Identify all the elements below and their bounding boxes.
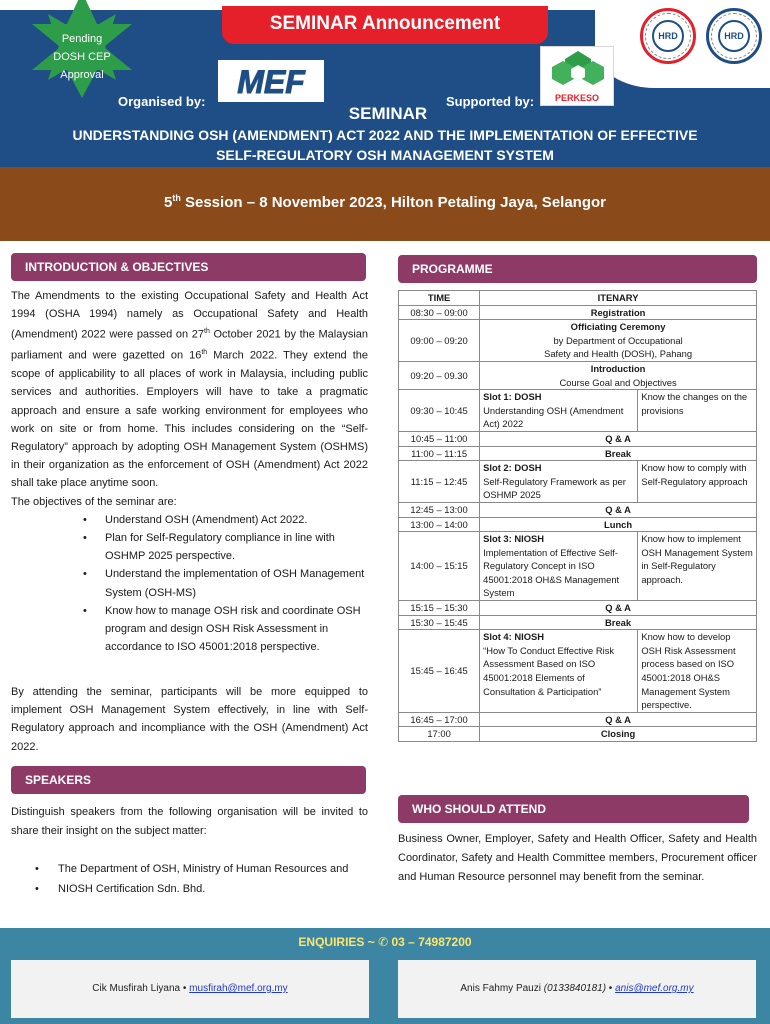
table-row [399, 517, 757, 532]
session-number: 5 [163, 194, 173, 211]
outcome-cell: Know how to implement OSH Management System in Self-Regulatory approach. [638, 532, 757, 601]
footer [0, 928, 770, 1024]
objectives-list [11, 511, 368, 657]
header-banner [0, 0, 770, 167]
table-row [399, 446, 757, 461]
outcome-cell: Know how to develop OSH Risk Assessment process based on ISO 45001:2018 OH&S Management System perspective. [638, 630, 757, 713]
slot-cell [480, 630, 638, 713]
time-cell: 12:45 – 13:00 [399, 502, 480, 517]
table-row [399, 601, 757, 616]
programme-table [398, 290, 757, 742]
session-info [0, 193, 770, 211]
time-cell: 15:30 – 15:45 [399, 615, 480, 630]
slot-cell [480, 532, 638, 601]
time-cell: 08:30 – 09:00 [399, 305, 480, 320]
time-cell: 10:45 – 11:00 [399, 431, 480, 446]
speakers-section-header: SPEAKERS [11, 766, 366, 794]
pending-line-3: Approval [60, 69, 104, 81]
table-row [399, 502, 757, 517]
time-cell: 13:00 – 14:00 [399, 517, 480, 532]
table-row [399, 361, 757, 389]
slot-title: Slot 3: NIOSH [483, 533, 545, 545]
itenary-cell: Break [480, 446, 757, 461]
time-cell: 16:45 – 17:00 [399, 712, 480, 727]
hrd-corp-badge-icon [640, 8, 696, 64]
mef-logo-icon [218, 60, 324, 102]
table-row [399, 727, 757, 742]
pending-line-2: DOSH CEP [53, 51, 111, 63]
objectives-intro: The objectives of the seminar are: [11, 495, 177, 508]
itenary-cell: Registration [480, 305, 757, 320]
seminar-title-line-1: UNDERSTANDING OSH (AMENDMENT) ACT 2022 AND THE IMPLEMENTATION OF EFFECTIVE [72, 127, 698, 143]
outcome-cell: Know how to comply with Self-Regulatory approach [638, 461, 757, 503]
table-row [399, 615, 757, 630]
pending-line-1: Pending [61, 33, 103, 45]
perkeso-logo-label: PERKESO [554, 93, 599, 103]
session-band [0, 167, 770, 241]
time-cell: 14:00 – 15:15 [399, 532, 480, 601]
intro-closing: By attending the seminar, participants will be more equipped to implement OSH Management System effectively, in line with Self-Regulatory approach and incompliance with the OSH (Amendment) Act 2022. [11, 686, 368, 753]
perkeso-logo-icon [540, 46, 614, 106]
time-cell: 09:20 – 09.30 [399, 361, 480, 389]
itenary-title: Officiating Ceremony [570, 321, 666, 333]
list-item: • NIOSH Certification Sdn. Bhd. [11, 880, 368, 899]
contact-card-2 [398, 960, 756, 1018]
seminar-heading: SEMINAR [348, 104, 428, 123]
speakers-intro: Distinguish speakers from the following organisation will be invited to share their insight on the subject matter: [11, 806, 368, 837]
itenary-cell: Q & A [480, 431, 757, 446]
supported-by-label: Supported by: [446, 94, 535, 109]
time-cell: 09:30 – 10:45 [399, 390, 480, 432]
intro-text-part: October 2021 by the Malaysian parliament and were gazetted on 16 [11, 329, 369, 362]
contact-phone: (0133840181) [543, 983, 607, 994]
intro-text [11, 287, 368, 656]
speakers-list [11, 860, 368, 900]
table-row [399, 532, 757, 601]
itenary-cell: Q & A [480, 502, 757, 517]
contact-name: Anis Fahmy Pauzi [460, 983, 544, 994]
itenary-cell: Break [480, 615, 757, 630]
organised-by-label: Organised by: [118, 94, 206, 109]
intro-sup: th [201, 349, 208, 357]
contact-email-link[interactable]: musfirah@mef.org.my [189, 983, 288, 994]
list-item: • Know how to manage OSH risk and coordinate OSH program and design OSH Risk Assessment in accordance to ISO 45001:2018 perspective. [11, 602, 368, 657]
who-section-header: WHO SHOULD ATTEND [398, 795, 749, 823]
badge-label: HRD [652, 20, 684, 52]
itenary-line: Safety and Health (DOSH), Pahang [544, 348, 693, 360]
announcement-banner: SEMINAR Announcement [222, 6, 548, 44]
contact-separator: • [606, 983, 616, 994]
slot-cell [480, 390, 638, 432]
itenary-cell [480, 320, 757, 362]
list-item: • Understand OSH (Amendment) Act 2022. [11, 511, 368, 529]
itenary-cell: Q & A [480, 712, 757, 727]
table-row [399, 461, 757, 503]
slot-title: Slot 1: DOSH [483, 391, 542, 403]
slot-desc: Implementation of Effective Self-Regulatory Concept in ISO 45001:2018 OH&S Management System [483, 546, 620, 599]
session-details: Session – 8 November 2023, Hilton Petaling Jaya, Selangor [180, 194, 606, 211]
programme-section-header: PROGRAMME [398, 255, 757, 283]
svg-text:MEF: MEF [237, 64, 305, 100]
list-item: • Plan for Self-Regulatory compliance in line with OSHMP 2025 perspective. [11, 529, 368, 565]
seminar-title-line-2: SELF-REGULATORY OSH MANAGEMENT SYSTEM [216, 147, 554, 163]
intro-paragraph [11, 287, 368, 493]
perkeso-emblem-icon [541, 47, 615, 95]
pending-approval-text [36, 30, 128, 84]
badge-label: HRD [718, 20, 750, 52]
table-row [399, 712, 757, 727]
itenary-cell: Lunch [480, 517, 757, 532]
table-row [399, 291, 757, 306]
col-itenary-header: ITENARY [480, 291, 757, 306]
itenary-cell: Closing [480, 727, 757, 742]
itenary-line: Course Goal and Objectives [559, 376, 677, 388]
slot-cell [480, 461, 638, 503]
intro-sup: th [204, 328, 210, 336]
itenary-line: by Department of Occupational [553, 334, 683, 346]
intro-text-part: The Amendments to the existing Occupational Safety and Health Act 1994 (OSHA 1994) namely as Occupational Safety and Health (Amendment) 2022 were passed on 27 [11, 290, 368, 342]
time-cell: 15:15 – 15:30 [399, 601, 480, 616]
table-row [399, 305, 757, 320]
table-row [399, 390, 757, 432]
intro-text-part: March 2022. They extend the scope of applicability to all places of work in Malaysia, including public services and authorities. Employers will have to take a pragmatic approach and ensure a safe working environment for employees who work on site or from home. This includes considering on the “Self-Regulatory” approach by adopting OSH Management System (OSHMS) in their organization as the enforcement of OSH (Amendment) Act 2022 shall take place anytime soon. [11, 349, 368, 490]
contact-email-link[interactable]: anis@mef.org.my [615, 983, 694, 994]
itenary-title: Introduction [590, 362, 646, 374]
who-text: Business Owner, Employer, Safety and Health Officer, Safety and Health Coordinator, Safety and Health Committee members, Procurement officer and Human Resource personnel may benefit from the seminar. [398, 833, 757, 883]
list-item: • The Department of OSH, Ministry of Human Resources and [11, 860, 368, 879]
intro-section-header: INTRODUCTION & OBJECTIVES [11, 253, 366, 281]
itenary-cell [480, 361, 757, 389]
hrd-claimable-badge-icon [706, 8, 762, 64]
table-row [399, 630, 757, 713]
session-suffix: th [172, 193, 181, 203]
slot-title: Slot 4: NIOSH [483, 631, 545, 643]
time-cell: 17:00 [399, 727, 480, 742]
table-row [399, 320, 757, 362]
slot-desc: Self-Regulatory Framework as per OSHMP 2025 [483, 475, 626, 501]
time-cell: 09:00 – 09:20 [399, 320, 480, 362]
list-item: • Understand the implementation of OSH Management System (OSH-MS) [11, 565, 368, 601]
contact-card-1 [11, 960, 369, 1018]
enquiries-line: ENQUIRIES ~ ✆ 03 – 74987200 [298, 935, 472, 949]
time-cell: 11:00 – 11:15 [399, 446, 480, 461]
time-cell: 15:45 – 16:45 [399, 630, 480, 713]
itenary-cell: Q & A [480, 601, 757, 616]
slot-desc: “How To Conduct Effective Risk Assessment Based on ISO 45001:2018 Elements of Consultation & Participation” [483, 644, 615, 697]
contact-name: Cik Musfirah Liyana • [92, 983, 190, 994]
slot-desc: Understanding OSH (Amendment Act) 2022 [483, 404, 624, 430]
table-row [399, 431, 757, 446]
time-cell: 11:15 – 12:45 [399, 461, 480, 503]
col-time-header: TIME [399, 291, 480, 306]
slot-title: Slot 2: DOSH [483, 462, 542, 474]
outcome-cell: Know the changes on the provisions [638, 390, 757, 432]
